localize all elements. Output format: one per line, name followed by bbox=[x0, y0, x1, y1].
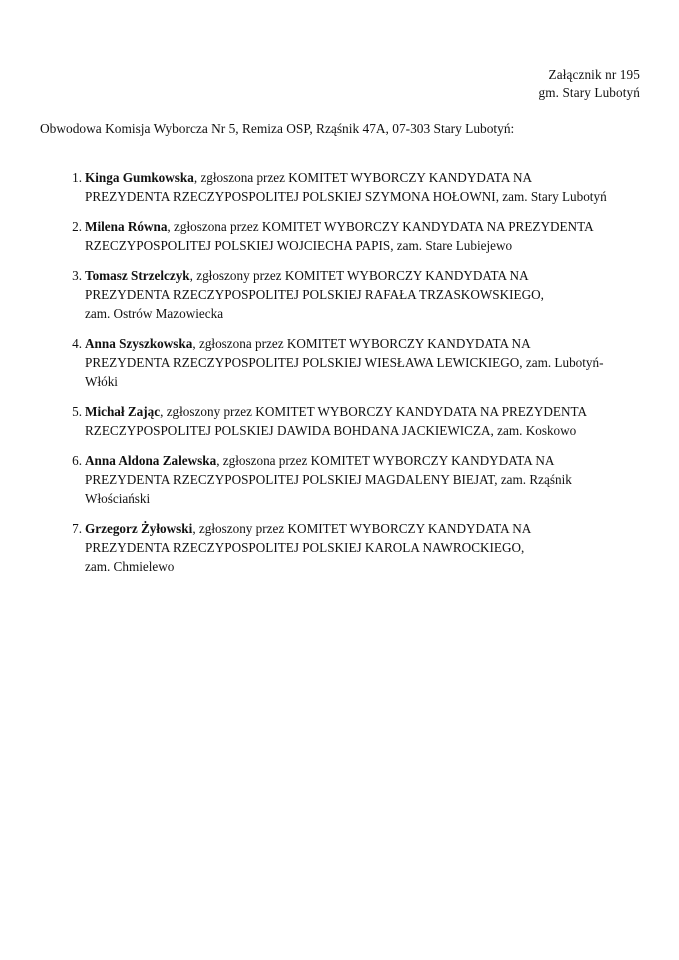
candidate-line-1: , zgłoszona przez KOMITET WYBORCZY KANDYDATA NA PREZYDENTA bbox=[167, 219, 594, 234]
candidate-line-2: PREZYDENTA RZECZYPOSPOLITEJ POLSKIEJ SZYMONA HOŁOWNI, zam. Stary Lubotyń bbox=[85, 189, 607, 204]
candidate-text bbox=[85, 168, 639, 206]
candidate-line-2: PREZYDENTA RZECZYPOSPOLITEJ POLSKIEJ KAROLA NAWROCKIEGO, bbox=[85, 540, 525, 555]
candidate-name: Tomasz Strzelczyk bbox=[85, 268, 190, 283]
candidate-text bbox=[85, 266, 639, 323]
municipality-name: gm. Stary Lubotyń bbox=[538, 84, 640, 100]
candidate-entry bbox=[40, 217, 639, 255]
candidate-number: 3. bbox=[72, 268, 82, 283]
candidate-line-3: Włóki bbox=[85, 374, 118, 389]
candidate-entry bbox=[40, 266, 639, 323]
candidate-entry bbox=[40, 451, 639, 508]
candidate-entry bbox=[40, 519, 639, 576]
candidate-name: Michał Zając bbox=[85, 404, 161, 419]
candidate-line-1: , zgłoszony przez KOMITET WYBORCZY KANDYDATA NA bbox=[189, 268, 529, 283]
candidate-text bbox=[85, 402, 639, 440]
candidate-line-2: PREZYDENTA RZECZYPOSPOLITEJ POLSKIEJ WIESŁAWA LEWICKIEGO, zam. Lubotyń- bbox=[85, 355, 604, 370]
candidate-number: 2. bbox=[72, 219, 82, 234]
candidate-name: Anna Szyszkowska bbox=[85, 336, 193, 351]
candidate-line-2: PREZYDENTA RZECZYPOSPOLITEJ POLSKIEJ MAGDALENY BIEJAT, zam. Rząśnik bbox=[85, 472, 572, 487]
document-header bbox=[538, 66, 640, 101]
candidate-line-1: , zgłoszona przez KOMITET WYBORCZY KANDYDATA NA bbox=[192, 336, 531, 351]
candidate-entry bbox=[40, 334, 639, 391]
candidate-line-3: Włościański bbox=[85, 491, 151, 506]
candidate-entry bbox=[40, 402, 639, 440]
candidate-text bbox=[85, 451, 639, 508]
candidate-name: Kinga Gumkowska bbox=[85, 170, 194, 185]
candidate-name: Grzegorz Żyłowski bbox=[85, 521, 193, 536]
commission-heading: Obwodowa Komisja Wyborcza Nr 5, Remiza OSP, Rząśnik 47A, 07-303 Stary Lubotyń: bbox=[40, 121, 515, 136]
attachment-number: Załącznik nr 195 bbox=[548, 67, 640, 82]
candidate-number: 7. bbox=[72, 521, 82, 536]
candidate-name: Milena Równa bbox=[85, 219, 168, 234]
candidate-number: 6. bbox=[72, 453, 82, 468]
candidate-entry bbox=[40, 168, 639, 206]
candidate-number: 4. bbox=[72, 336, 82, 351]
candidate-list bbox=[40, 168, 639, 576]
candidate-number: 5. bbox=[72, 404, 82, 419]
candidate-line-1: , zgłoszona przez KOMITET WYBORCZY KANDYDATA NA bbox=[193, 170, 533, 185]
candidate-line-2: RZECZYPOSPOLITEJ POLSKIEJ DAWIDA BOHDANA JACKIEWICZA, zam. Koskowo bbox=[85, 423, 577, 438]
candidate-number: 1. bbox=[72, 170, 82, 185]
candidate-name: Anna Aldona Zalewska bbox=[85, 453, 217, 468]
candidate-line-3: zam. Chmielewo bbox=[85, 559, 175, 574]
candidate-line-2: PREZYDENTA RZECZYPOSPOLITEJ POLSKIEJ RAFAŁA TRZASKOWSKIEGO, bbox=[85, 287, 544, 302]
candidate-line-3: zam. Ostrów Mazowiecka bbox=[85, 306, 224, 321]
candidate-text bbox=[85, 334, 639, 391]
candidate-text bbox=[85, 519, 639, 576]
candidate-line-1: , zgłoszony przez KOMITET WYBORCZY KANDYDATA NA bbox=[192, 521, 532, 536]
candidate-text bbox=[85, 217, 639, 255]
candidate-line-1: , zgłoszony przez KOMITET WYBORCZY KANDYDATA NA PREZYDENTA bbox=[160, 404, 588, 419]
candidate-line-2: RZECZYPOSPOLITEJ POLSKIEJ WOJCIECHA PAPIS, zam. Stare Lubiejewo bbox=[85, 238, 513, 253]
candidate-line-1: , zgłoszona przez KOMITET WYBORCZY KANDYDATA NA bbox=[216, 453, 555, 468]
